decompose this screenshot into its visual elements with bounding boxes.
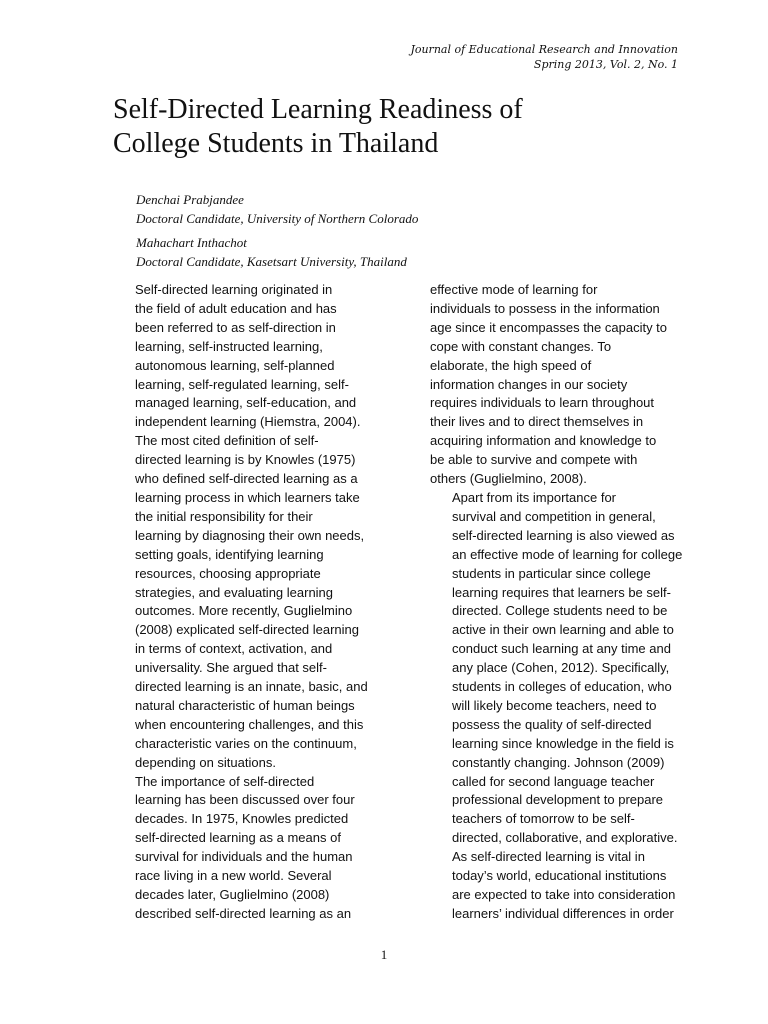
text-line: learning process in which learners take — [135, 489, 360, 505]
text-line: called for second language teacher — [452, 773, 655, 789]
body-column-right — [430, 281, 690, 924]
text-line: elaborate, the high speed of — [430, 357, 592, 373]
text-line: decades. In 1975, Knowles predicted — [135, 811, 349, 827]
author-affiliation: Doctoral Candidate, University of Northern Colorado — [136, 211, 419, 226]
text-line: possess the quality of self-directed — [452, 716, 652, 732]
journal-name: Journal of Educational Research and Innovation — [410, 43, 678, 56]
text-line: learning since knowledge in the field is — [452, 735, 674, 751]
text-line: described self-directed learning as an — [135, 905, 352, 921]
text-line: directed learning is an innate, basic, and — [135, 679, 368, 695]
text-line: self-directed learning is also viewed as — [452, 527, 675, 543]
text-line: requires individuals to learn throughout — [430, 395, 655, 411]
text-line: outcomes. More recently, Guglielmino — [135, 603, 353, 619]
text-line: constantly changing. Johnson (2009) — [452, 754, 665, 770]
text-line: an effective mode of learning for college — [452, 546, 683, 562]
text-line: setting goals, identifying learning — [135, 546, 324, 562]
text-line: managed learning, self-education, and — [135, 395, 357, 411]
text-line: self-directed learning as a means of — [135, 830, 341, 846]
text-line: when encountering challenges, and this — [135, 716, 364, 732]
text-line: conduct such learning at any time and — [452, 641, 671, 657]
paragraph — [430, 281, 690, 489]
text-line: directed. College students need to be — [452, 603, 668, 619]
text-line: the field of adult education and has — [135, 300, 337, 316]
text-line: natural characteristic of human beings — [135, 697, 355, 713]
text-line: The most cited definition of self- — [135, 433, 319, 449]
text-line: in terms of context, activation, and — [135, 641, 333, 657]
text-line: the initial responsibility for their — [135, 508, 313, 524]
text-line: learning, self-instructed learning, — [135, 338, 323, 354]
text-line: survival for individuals and the human — [135, 849, 353, 865]
text-line: active in their own learning and able to — [452, 622, 674, 638]
page-number: 1 — [380, 947, 388, 962]
text-line: universality. She argued that self- — [135, 660, 327, 676]
text-line: individuals to possess in the information — [430, 300, 660, 316]
text-line: learning, self-regulated learning, self- — [135, 376, 349, 392]
text-line: who defined self-directed learning as a — [135, 471, 358, 487]
text-line: independent learning (Hiemstra, 2004). — [135, 414, 361, 430]
author-block — [136, 233, 407, 271]
text-line: professional development to prepare — [452, 792, 664, 808]
text-line: learning by diagnosing their own needs, — [135, 527, 365, 543]
text-line: been referred to as self-direction in — [135, 319, 336, 335]
paragraph — [430, 489, 690, 848]
author-block — [136, 190, 418, 228]
text-line: today’s world, educational institutions — [452, 868, 667, 884]
text-line: are expected to take into consideration — [452, 887, 676, 902]
article-title — [113, 93, 673, 161]
text-line: students in colleges of education, who — [452, 679, 672, 695]
running-header — [410, 42, 678, 72]
paragraph — [113, 281, 368, 773]
text-line: directed, collaborative, and explorative. — [452, 830, 678, 846]
paragraph — [113, 773, 368, 924]
text-line: teachers of tomorrow to be self- — [452, 811, 635, 827]
text-line: learning requires that learners be self- — [452, 584, 671, 600]
text-line: information changes in our society — [430, 376, 628, 392]
title-line: College Students in Thailand — [113, 128, 439, 159]
author-name: Mahachart Inthachot — [136, 235, 247, 250]
paragraph — [430, 848, 690, 924]
text-line: cope with constant changes. To — [430, 338, 612, 354]
text-line: others (Guglielmino, 2008). — [430, 471, 587, 487]
text-line: be able to survive and compete with — [430, 452, 638, 468]
text-line: (2008) explicated self-directed learning — [135, 622, 360, 638]
text-line: age since it encompasses the capacity to — [430, 319, 668, 335]
text-line: The importance of self-directed — [135, 773, 315, 789]
author-name: Denchai Prabjandee — [136, 192, 244, 207]
text-line: characteristic varies on the continuum, — [135, 735, 357, 751]
text-line: race living in a new world. Several — [135, 868, 332, 884]
text-line: strategies, and evaluating learning — [135, 584, 334, 600]
text-line: acquiring information and knowledge to — [430, 433, 657, 449]
text-line: their lives and to direct themselves in — [430, 414, 644, 430]
text-line: resources, choosing appropriate — [135, 565, 321, 581]
text-line: depending on situations. — [135, 754, 276, 770]
text-line: autonomous learning, self-planned — [135, 357, 335, 373]
text-line: decades later, Guglielmino (2008) — [135, 887, 330, 902]
text-line: students in particular since college — [452, 565, 651, 581]
text-line: As self-directed learning is vital in — [452, 849, 645, 865]
text-line: learning has been discussed over four — [135, 792, 355, 808]
text-line: Self-directed learning originated in — [135, 282, 333, 297]
body-column-left — [113, 281, 368, 924]
text-line: directed learning is by Knowles (1975) — [135, 452, 356, 468]
issue-info: Spring 2013, Vol. 2, No. 1 — [533, 58, 678, 71]
text-line: effective mode of learning for — [430, 282, 598, 297]
text-line: survival and competition in general, — [452, 508, 656, 524]
text-line: Apart from its importance for — [452, 489, 616, 505]
text-line: learners’ individual differences in order — [452, 905, 674, 921]
title-line: Self-Directed Learning Readiness of — [113, 94, 523, 125]
text-line: any place (Cohen, 2012). Specifically, — [452, 660, 670, 676]
author-affiliation: Doctoral Candidate, Kasetsart University, Thailand — [136, 254, 407, 269]
text-line: will likely become teachers, need to — [452, 697, 657, 713]
